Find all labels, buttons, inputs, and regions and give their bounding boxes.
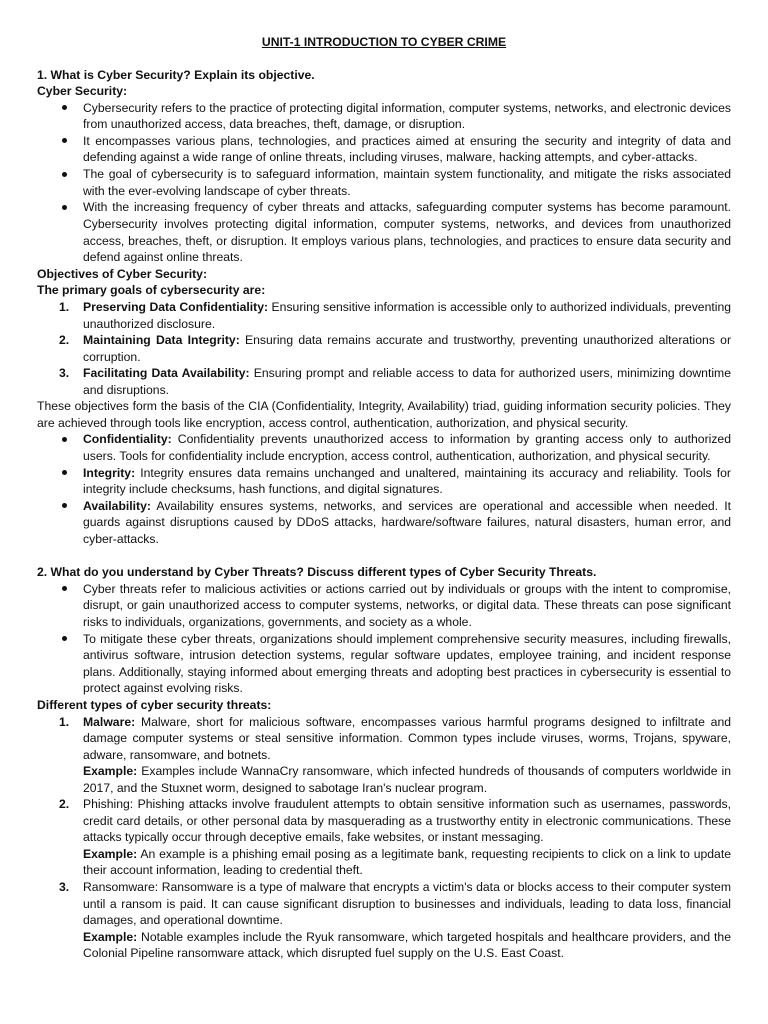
list-item: It encompasses various plans, technologies, and practices aimed at ensuring the security and integrity of data and defending against a wide range of online threats, including viruses, malware, hacking attempts, and cyber-attacks. <box>37 133 731 166</box>
list-number: 1. <box>59 714 70 729</box>
list-item <box>37 714 731 797</box>
objectives-heading: Objectives of Cyber Security: <box>37 266 208 281</box>
question-1: 1. What is Cyber Security? Explain its objective. <box>37 67 315 82</box>
list-item: Cybersecurity refers to the practice of protecting digital information, computer systems, networks, and electronic devices from unauthorized access, data breaches, theft, damage, or disruption. <box>37 100 731 133</box>
threat-example <box>83 763 731 796</box>
cia-term: Availability: <box>83 498 151 513</box>
goal-term: Preserving Data Confidentiality: <box>83 299 269 314</box>
example-label: Example: <box>83 764 138 779</box>
goal-term: Maintaining Data Integrity: <box>83 333 240 348</box>
list-item <box>37 465 731 498</box>
cyber-security-bullets <box>37 100 731 266</box>
list-number: 3. <box>59 879 70 894</box>
list-item <box>37 879 731 962</box>
threat-text: Ransomware: Ransomware is a type of malware that encrypts a victim's data or blocks access to their computer system until a ransom is paid. It can cause significant disruption to businesses and individuals, leading to data loss, financial damages, and operational downtime. <box>83 879 731 928</box>
cia-bullets <box>37 431 731 547</box>
list-item <box>37 332 731 365</box>
list-item: To mitigate these cyber threats, organizations should implement comprehensive security measures, including firewalls, antivirus software, intrusion detection systems, regular software updates, employee training, and incident response plans. Additionally, staying informed about emerging threats and adopting best practices in cybersecurity is essential to protect against evolving risks. <box>37 631 731 697</box>
list-item: The goal of cybersecurity is to safeguard information, maintain system functionality, and mitigate the risks associated with the ever-evolving landscape of cyber threats. <box>37 166 731 199</box>
list-item: With the increasing frequency of cyber threats and attacks, safeguarding computer systems has become paramount. Cybersecurity involves protecting digital information, computer systems, networks, and devices from unauthorized access, breaches, theft, or disruption. It employs various plans, technologies, and practices to ensure data security and defend against online threats. <box>37 199 731 265</box>
cia-term: Confidentiality: <box>83 432 172 447</box>
goal-text: Ensuring prompt and reliable access to data for authorized users, minimizing downtime and disruptions. <box>83 366 731 397</box>
goal-text: Ensuring data remains accurate and trustworthy, preventing unauthorized alterations or corruption. <box>83 333 731 364</box>
threat-term: Malware: <box>83 714 136 729</box>
threat-text: Malware, short for malicious software, encompasses various harmful programs designed to infiltrate and damage computer systems or steal sensitive information. Common types include viruses, worms, Trojans, spyware, adware, ransomware, and botnets. <box>83 714 731 762</box>
cyber-security-heading: Cyber Security: <box>37 84 128 99</box>
cyber-threats-bullets <box>37 581 731 697</box>
goal-text: Ensuring sensitive information is accessible only to authorized individuals, preventing unauthorized disclosure. <box>83 299 731 331</box>
list-item: Cyber threats refer to malicious activities or actions carried out by individuals or groups with the intent to compromise, disrupt, or gain unauthorized access to computer systems, networks, or digital data. These threats can pose significant risks to individuals, organizations, governments, and society as a whole. <box>37 581 731 631</box>
list-number: 3. <box>59 366 70 381</box>
goals-heading: The primary goals of cybersecurity are: <box>37 283 266 298</box>
threat-example <box>83 846 731 879</box>
list-item <box>37 796 731 879</box>
list-number: 1. <box>59 299 70 314</box>
example-label: Example: <box>83 929 138 944</box>
list-item <box>37 431 731 464</box>
cia-text: Availability ensures systems, networks, and services are operational and accessible when needed. It guards against disruptions caused by DDoS attacks, hardware/software failures, natural disasters, human error, and cyber-attacks. <box>83 498 731 546</box>
list-item <box>37 299 731 332</box>
list-item <box>37 365 731 398</box>
list-number: 2. <box>59 333 70 348</box>
document-title: UNIT-1 INTRODUCTION TO CYBER CRIME <box>261 35 507 49</box>
list-number: 2. <box>59 797 70 812</box>
section-spacer <box>37 548 731 565</box>
threat-types-heading: Different types of cyber security threats: <box>37 697 272 712</box>
cia-text: Confidentiality prevents unauthorized access to information by granting access only to authorized users. Tools for confidentiality include encryption, access control, authentication, authorization, and physical security. <box>83 432 731 463</box>
list-item <box>37 498 731 548</box>
threat-example <box>83 929 731 962</box>
example-text: Notable examples include the Ryuk ransomware, which targeted hospitals and healthcare providers, and the Colonial Pipeline ransomware attack, which disrupted fuel supply on the U.S. East Coast. <box>83 929 731 961</box>
example-text: Examples include WannaCry ransomware, which infected hundreds of thousands of computers worldwide in 2017, and the Stuxnet worm, designed to sabotage Iran's nuclear program. <box>83 764 731 795</box>
example-label: Example: <box>83 846 138 861</box>
goal-term: Facilitating Data Availability: <box>83 366 250 381</box>
threat-text: Phishing: Phishing attacks involve fraudulent attempts to obtain sensitive information such as usernames, passwords, credit card details, or other personal data by masquerading as a trustworthy entity in electronic communications. These attacks typically occur through deceptive emails, fake websites, or instant messaging. <box>83 797 731 845</box>
cia-paragraph: These objectives form the basis of the CIA (Confidentiality, Integrity, Availability) triad, guiding information security policies. They are achieved through tools like encryption, access control, authentication, authorization, and physical security. <box>37 399 731 430</box>
question-2: 2. What do you understand by Cyber Threats? Discuss different types of Cyber Security Threats. <box>37 565 597 580</box>
example-text: An example is a phishing email posing as a legitimate bank, requesting recipients to click on a link to update their account information, leading to credential theft. <box>83 846 731 878</box>
goals-list <box>37 299 731 398</box>
cia-text: Integrity ensures data remains unchanged and unaltered, maintaining its accuracy and reliability. Tools for integrity include checksums, hash functions, and digital signatures. <box>83 465 731 497</box>
threat-types-list <box>37 714 731 962</box>
cia-term: Integrity: <box>83 465 136 480</box>
